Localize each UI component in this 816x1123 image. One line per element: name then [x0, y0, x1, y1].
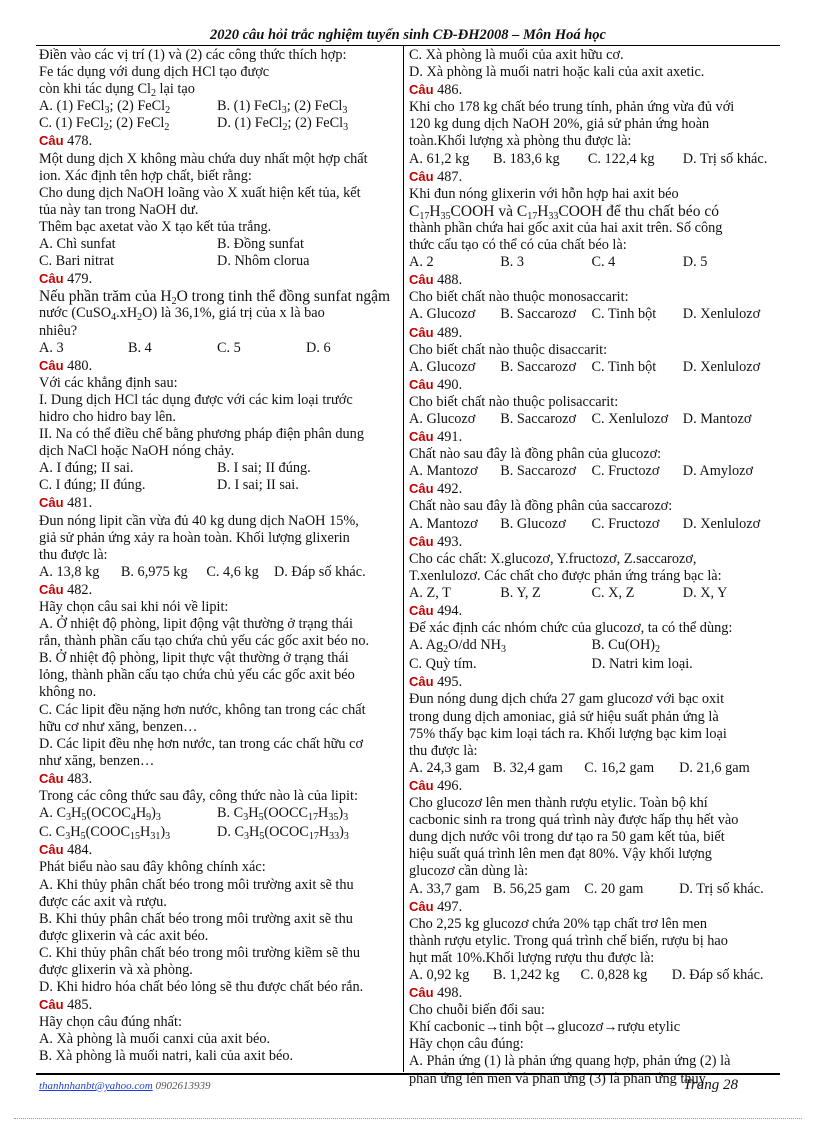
question-number: Câu 483.: [39, 770, 93, 787]
question-496: Câu 496. Cho glucozơ lên men thành rượu etylic. Toàn bộ khí cacbonic sinh ra trong quá trình này được hấp thụ hết vào dung dịch nước vôi trong dư tạo ra 50 gam kết tủa, biết hiệu suất quá trình lên men đạt 80%. Vậy khối lượng glucozơ cần dùng là: A. 33,7 gam B. 56,25 gam C. 20 gam D. Trị số khác.: [409, 777, 774, 898]
question-490: Câu 490. Cho biết chất nào thuộc polisaccarit: A. Glucozơ B. Saccarozơ C. Xenlulozơ D. Mantozơ: [409, 376, 774, 428]
answer-a[interactable]: A. Z, T: [409, 584, 451, 601]
answer-b[interactable]: B. Đồng sunfat: [217, 236, 304, 253]
question-495: Câu 495. Đun nóng dung dịch chứa 27 gam glucozơ với bạc oxit trong dung dịch amoniac, giả sử hiệu suất phản ứng là 75% thấy bạc kim loại tách ra. Khối lượng bạc kim loại thu được là: A. 24,3 gam B. 32,4 gam C. 16,2 gam D. 21,6 gam: [409, 673, 774, 777]
answer-a[interactable]: A. Glucozơ: [409, 358, 476, 375]
answer-b[interactable]: B. $Cu(OH)_2$: [591, 637, 661, 656]
answer-d[interactable]: D. I sai; II sai.: [217, 477, 299, 494]
answer-d[interactable]: D. Trị số khác.: [682, 150, 768, 167]
answer-d[interactable]: D. Xà phòng là muối natri hoặc kali của axit axetic.: [409, 64, 705, 81]
answer-a[interactable]: A. 24,3 gam: [409, 759, 480, 776]
question-488: Câu 488. Cho biết chất nào thuộc monosaccarit: A. Glucozơ B. Saccarozơ C. Tinh bột D. Xenlulozơ: [409, 271, 774, 323]
answer-c[interactable]: C. (1) FeCl$_2$; (2) FeCl$_2$: [39, 115, 170, 134]
answer-a[interactable]: A. (1) FeCl$_3$; (2) FeCl$_2$: [39, 98, 171, 117]
answer-d[interactable]: D. Xenlulozơ: [682, 515, 761, 532]
answer-a[interactable]: A. Mantozơ: [409, 515, 478, 532]
answer-b[interactable]: B. Saccarozơ: [500, 358, 577, 375]
answer-c[interactable]: C. 5: [217, 339, 241, 356]
answer-row: [39, 115, 395, 132]
question-number: Câu 495.: [409, 674, 463, 691]
answer-a[interactable]: A. 13,8 kg: [39, 563, 100, 580]
answer-c[interactable]: C. Fructozơ: [591, 515, 660, 532]
answer-d[interactable]: D. (1) FeCl$_2$; (2) FeCl$_3$: [217, 115, 349, 134]
answer-b[interactable]: B. 183,6 kg: [492, 150, 560, 167]
answer-d[interactable]: D. X, Y: [682, 584, 728, 601]
answer-c[interactable]: C. Quỳ tím.: [409, 656, 477, 673]
answer-a[interactable]: A. Phản ứng (1) là phản ứng quang hợp, phản ứng (2) là: [409, 1053, 731, 1070]
answer-c[interactable]: C. 4,6 kg: [206, 563, 259, 580]
question-number: Câu 478.: [39, 133, 93, 150]
answer-b[interactable]: B. 56,25 gam: [492, 880, 570, 897]
answer-b[interactable]: B. Xà phòng là muối natri, kali của axit béo.: [39, 1048, 294, 1065]
answer-c[interactable]: C. Khi thủy phân chất béo trong môi trường kiềm sẽ thu: [39, 944, 361, 961]
question-number: Câu 485.: [39, 997, 93, 1014]
answer-c[interactable]: C. $C_3H_5(COOC_{15}H_{31})_3$: [39, 824, 171, 843]
answer-b[interactable]: B. Saccarozơ: [500, 410, 577, 427]
question-487: Câu 487. Khi đun nóng glixerin với hỗn hợp hai axit béo $C_{17}H_{35}COOH$ và $C_{17}H_{33}COOH$ để thu chất béo có thành phần chứa hai gốc axit của hai axit trên. Số công thức cấu tạo có thể có của chất béo là: A. 2 B. 3 C. 4 D. 5: [409, 168, 774, 272]
answer-a[interactable]: A. 0,92 kg: [409, 966, 470, 983]
answer-c[interactable]: C. 16,2 gam: [584, 759, 655, 776]
question-497: Câu 497. Cho 2,25 kg glucozơ chứa 20% tạp chất trơ lên men thành rượu etylic. Trong quá trình chế biến, rượu bị hao hụt mất 10%.Khối lượng rượu thu được là: A. 0,92 kg B. 1,242 kg C. 0,828 kg D. Đáp số khác.: [409, 898, 774, 984]
answer-d[interactable]: D. Đáp số khác.: [273, 563, 366, 580]
question-number: Câu 498.: [409, 985, 463, 1002]
answer-c[interactable]: C. Xà phòng là muối của axit hữu cơ.: [409, 47, 624, 63]
answer-a[interactable]: A. Ở nhiệt độ phòng, lipit động vật thường ở trạng thái: [39, 616, 353, 633]
answer-b[interactable]: B. 1,242 kg: [492, 966, 560, 983]
answer-d[interactable]: D. Xenlulozơ: [682, 306, 761, 323]
question-number: Câu 479.: [39, 271, 93, 288]
answer-c[interactable]: C. Tinh bột: [591, 358, 657, 375]
question-number: Câu 492.: [409, 481, 463, 498]
arrow-right-icon: →: [603, 1019, 618, 1036]
question-number: Câu 488.: [409, 272, 463, 289]
question-481: Câu 481. Đun nóng lipit cần vừa đủ 40 kg dung dịch NaOH 15%, giả sử phản ứng xảy ra hoàn toàn. Khối lượng glixerin thu được là: A. 13,8 kg B. 6,975 kg C. 4,6 kg D. Đáp số khác.: [39, 494, 395, 580]
question-number: Câu 486.: [409, 82, 463, 99]
question-number: Câu 494.: [409, 603, 463, 619]
question-477: Điền vào các vị trí (1) và (2) các công thức thích hợp: Fe tác dụng với dung dịch HCl tạo được còn khi tác dụng $Cl_2$ lại tạo A. (1) FeCl$_3$; (2) FeCl$_2$ B. (1) FeCl$_3$; (2) FeCl$_3$ C. (1) FeCl$_2$; (2) FeCl$_2$ D. (1) FeCl$_2$; (2) FeCl$_3$: [39, 47, 395, 132]
question-493: Câu 493. Cho các chất: X.glucozơ, Y.fructozơ, Z.saccarozơ, T.xenlulozơ. Các chất cho được phản ứng tráng bạc là: A. Z, T B. Y, Z C. X, Z D. X, Y: [409, 533, 774, 602]
answer-a[interactable]: A. 61,2 kg: [409, 150, 470, 167]
page-edge: [14, 1118, 802, 1119]
answer-d[interactable]: D. $C_3H_5(OCOC_{17}H_{33})_3$: [217, 824, 349, 843]
answer-b[interactable]: B. Saccarozơ: [500, 306, 577, 323]
answer-c[interactable]: C. Tinh bột: [591, 306, 657, 323]
page-header: 2020 câu hỏi trắc nghiệm tuyển sinh CĐ-ĐH2008 – Môn Hoá học: [210, 27, 606, 43]
answer-b[interactable]: B. (1) FeCl$_3$; (2) FeCl$_3$: [217, 98, 348, 117]
question-number: Câu 491.: [409, 429, 463, 446]
question-number: Câu 482.: [39, 581, 93, 598]
right-column: [409, 47, 774, 1088]
answer-c[interactable]: C. 122,4 kg: [587, 150, 655, 167]
answer-a[interactable]: A. I đúng; II sai.: [39, 460, 134, 477]
question-number: Câu 487.: [409, 168, 463, 185]
answer-c[interactable]: C. 20 gam: [584, 880, 644, 897]
question-number: Câu 496.: [409, 777, 463, 794]
answer-d[interactable]: D. Đáp số khác.: [671, 966, 764, 983]
arrow-right-icon: →: [484, 1019, 500, 1036]
answer-b[interactable]: B. Khi thủy phân chất béo trong môi trường axit sẽ thu: [39, 910, 353, 927]
answer-a[interactable]: A. 33,7 gam: [409, 880, 480, 897]
answer-d[interactable]: D. 6: [306, 339, 331, 356]
answer-d[interactable]: D. Khi hidro hóa chất béo lỏng sẽ thu được chất béo rắn.: [39, 979, 364, 996]
answer-b[interactable]: B. 4: [128, 339, 152, 356]
answer-c[interactable]: C. Bari nitrat: [39, 253, 115, 270]
answer-d[interactable]: D. Xenlulozơ: [682, 358, 761, 375]
answer-a[interactable]: A. Chì sunfat: [39, 236, 116, 253]
answer-a[interactable]: A. Glucozơ: [409, 410, 476, 427]
answer-c[interactable]: C. Xenlulozơ: [591, 410, 669, 427]
answer-d[interactable]: D. Amylozơ: [682, 463, 754, 480]
answer-a[interactable]: A. Xà phòng là muối canxi của axit béo.: [39, 1031, 271, 1048]
answer-row: [39, 98, 395, 115]
question-number: Câu 489.: [409, 324, 463, 341]
question-number: Câu 497.: [409, 898, 463, 915]
answer-c[interactable]: C. Fructozơ: [591, 463, 660, 480]
question-494: Câu 494. Để xác định các nhóm chức của glucozơ, ta có thể dùng: A. $Ag_2O/dd$ $NH_3$ B. $Cu(OH)_2$ C. Quỳ tím. D. Natri kim loại.: [409, 602, 774, 673]
answer-c[interactable]: C. 4: [591, 254, 616, 271]
answer-a[interactable]: A. Khi thủy phân chất béo trong môi trường axit sẽ thu: [39, 876, 354, 893]
answer-d[interactable]: D. Trị số khác.: [679, 880, 764, 897]
answer-b[interactable]: B. I sai; II đúng.: [217, 460, 311, 477]
answer-b[interactable]: B. Y, Z: [500, 584, 541, 601]
answer-d[interactable]: D. Mantozơ: [682, 410, 752, 427]
email-link[interactable]: thanhnhanbt@yahoo.com: [39, 1080, 153, 1092]
arrow-right-icon: →: [543, 1019, 558, 1036]
question-478: Câu 478. Một dung dịch X không màu chứa duy nhất một hợp chất ion. Xác định tên hợp chất, biết rằng: Cho dung dịch NaOH loãng vào X xuất hiện kết tủa, kết tủa này tan trong NaOH dư. Thêm bạc axetat vào X tạo kết tủa trắng. A. Chì sunfat B. Đồng sunfat C. Bari nitrat D. Nhôm clorua: [39, 132, 395, 270]
answer-c[interactable]: C. X, Z: [591, 584, 635, 601]
question-491: Câu 491. Chất nào sau đây là đồng phân của glucozơ: A. Mantozơ B. Saccarozơ C. Fructozơ D. Amylozơ: [409, 428, 774, 480]
answer-d[interactable]: D. Các lipit đều nhẹ hơn nước, tan trong các chất hữu cơ: [39, 735, 364, 752]
question-486: Câu 486. Khi cho 178 kg chất béo trung tính, phản ứng vừa đủ với 120 kg dung dịch NaOH 20%, giả sử phản ứng hoàn toàn.Khối lượng xà phòng thu được là: A. 61,2 kg B. 183,6 kg C. 122,4 kg D. Trị số khác.: [409, 81, 774, 167]
answer-a[interactable]: A. $Ag_2O/dd$ $NH_3$: [409, 637, 506, 656]
answer-a[interactable]: A. $C_3H_5(OCOC_4H_9)_3$: [39, 805, 161, 824]
page-number: Trang 28: [683, 1077, 738, 1093]
answer-a[interactable]: A. Mantozơ: [409, 463, 478, 480]
answer-a[interactable]: A. 3: [39, 339, 64, 356]
question-479: Câu 479. Nếu phần trăm của $H_2O$ trong tinh thể đồng sunfat ngậm nước $(CuSO_4.xH_2O)$ là 36,1%, giá trị của x là bao nhiêu? A. 3 B. 4 C. 5 D. 6: [39, 270, 395, 356]
left-column: [39, 47, 395, 1066]
header-rule: [36, 45, 780, 46]
question-480: Câu 480. Với các khẳng định sau: I. Dung dịch HCl tác dụng được với các kim loại trước hidro cho hidro bay lên. II. Na có thể điều chế bằng phương pháp điện phân dung dịch NaCl hoặc NaOH nóng chảy. A. I đúng; II sai. B. I sai; II đúng. C. I đúng; II đúng. D. I sai; II sai.: [39, 357, 395, 495]
answer-b[interactable]: B. 32,4 gam: [492, 759, 563, 776]
answer-d[interactable]: D. 21,6 gam: [679, 759, 750, 776]
answer-d[interactable]: D. Nhôm clorua: [217, 253, 310, 270]
reaction-chain: Khí cacbonic→tinh bột→glucozơ→rượu etylic: [409, 1019, 681, 1036]
answer-c[interactable]: C. 0,828 kg: [580, 966, 648, 983]
question-number: Câu 493.: [409, 533, 463, 550]
question-number: Câu 490.: [409, 376, 463, 393]
answer-b[interactable]: B. Saccarozơ: [500, 463, 577, 480]
answer-b[interactable]: B. Glucozơ: [500, 515, 566, 532]
answer-a[interactable]: A. 2: [409, 254, 434, 271]
question-492: Câu 492. Chất nào sau đây là đồng phân của saccarozơ: A. Mantozơ B. Glucozơ C. Fructozơ D. Xenlulozơ: [409, 480, 774, 532]
column-divider: [403, 46, 404, 1072]
answer-a[interactable]: A. Glucozơ: [409, 306, 476, 323]
question-number: Câu 481.: [39, 495, 93, 512]
question-484: Câu 484. Phát biểu nào sau đây không chính xác: A. Khi thủy phân chất béo trong môi trường axit sẽ thu được các axit và rượu. B. Khi thủy phân chất béo trong môi trường axit sẽ thu được glixerin và các axit béo. C. Khi thủy phân chất béo trong môi trường kiềm sẽ thu được glixerin và xà phòng. D. Khi hidro hóa chất béo lỏng sẽ thu được chất béo rắn.: [39, 841, 395, 996]
question-483: Câu 483. Trong các công thức sau đây, công thức nào là của lipit: A. $C_3H_5(OCOC_4H_9)_3$ B. $C_3H_5(OOCC_{17}H_{35})_3$ C. $C_3H_5(COOC_{15}H_{31})_3$ D. $C_3H_5(OCOC_{17}H_{33})_3$: [39, 770, 395, 841]
answer-c[interactable]: C. I đúng; II đúng.: [39, 477, 146, 494]
question-489: Câu 489. Cho biết chất nào thuộc disaccarit: A. Glucozơ B. Saccarozơ C. Tinh bột D. Xenlulozơ: [409, 324, 774, 376]
question-485: Câu 485. Hãy chọn câu đúng nhất: A. Xà phòng là muối canxi của axit béo. B. Xà phòng là muối natri, kali của axit béo.: [39, 996, 395, 1065]
answer-d[interactable]: D. 5: [682, 254, 708, 271]
footer-rule: [36, 1073, 780, 1075]
phone-number: 0902613939: [155, 1080, 211, 1092]
question-482: Câu 482. Hãy chọn câu sai khi nói về lipit: A. Ở nhiệt độ phòng, lipit động vật thường ở trạng thái rắn, thành phần cấu tạo chứa chủ yếu các gốc axit béo no. B. Ở nhiệt độ phòng, lipit thực vật thường ở trạng thái lỏng, thành phần cấu tạo chứa chủ yếu các gốc axit béo không no. C. Các lipit đều nặng hơn nước, không tan trong các chất hữu cơ như xăng, benzen… D. Các lipit đều nhẹ hơn nước, tan trong các chất hữu cơ như xăng, benzen…: [39, 581, 395, 770]
answer-d[interactable]: D. Natri kim loại.: [591, 656, 693, 673]
answer-b[interactable]: B. Ở nhiệt độ phòng, lipit thực vật thường ở trạng thái: [39, 650, 349, 667]
answer-b[interactable]: B. 3: [500, 254, 525, 271]
footer-contact: [39, 1080, 210, 1092]
question-485-cont: [409, 47, 774, 81]
answer-b[interactable]: B. 6,975 kg: [120, 563, 188, 580]
answer-b[interactable]: B. $C_3H_5(OOCC_{17}H_{35})_3$: [217, 805, 349, 824]
question-number: Câu 480.: [39, 357, 93, 374]
answer-c[interactable]: C. Các lipit đều nặng hơn nước, không tan trong các chất: [39, 701, 366, 718]
question-number: Câu 484.: [39, 842, 93, 859]
question-498: Câu 498. Cho chuỗi biến đổi sau: Khí cacbonic→tinh bột→glucozơ→rượu etylic Hãy chọn câu đúng: A. Phản ứng (1) là phản ứng quang hợp, phản ứng (2) là phản ứng lên men và phản ứng (3) là phản ứng thủy: [409, 984, 774, 1088]
